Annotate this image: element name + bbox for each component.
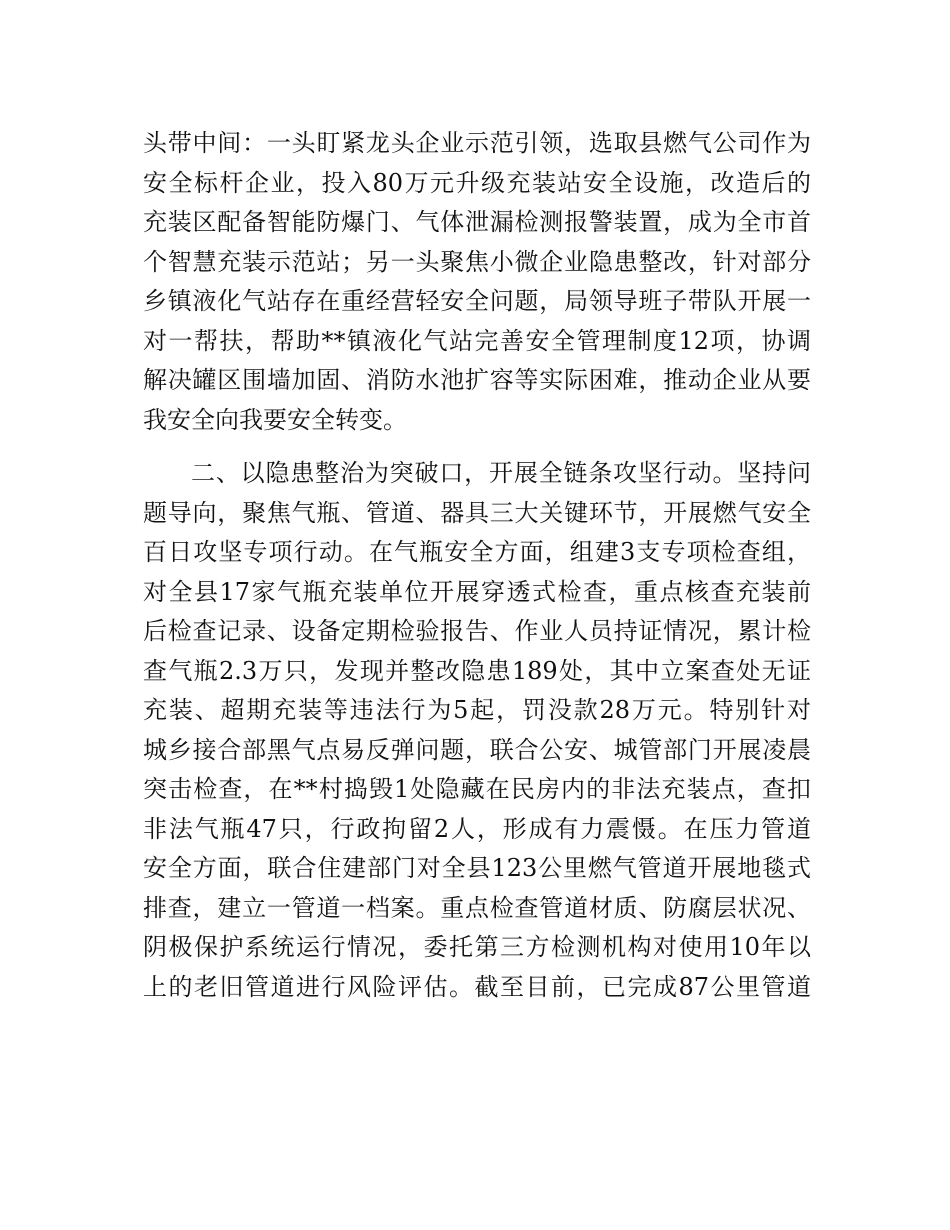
- paragraph-1-line: 我安全向我要安全转变。: [143, 405, 407, 434]
- paragraph-2-line: 二、以隐患整治为突破口，开展全链条攻坚行动。坚持问: [191, 459, 811, 487]
- paragraph-2-line: 对全县17家气瓶充装单位开展穿透式检查，重点核查充装前: [143, 577, 811, 606]
- paragraph-2: [143, 454, 811, 1007]
- paragraph-2-line: 非法气瓶47只，行政拘留2人，形成有力震慑。在压力管道: [143, 814, 811, 843]
- paragraph-2-line: 城乡接合部黑气点易反弹问题，联合公安、城管部门开展凌晨: [143, 735, 811, 764]
- paragraph-2-line: 题导向，聚焦气瓶、管道、器具三大关键环节，开展燃气安全: [143, 498, 811, 527]
- paragraph-2-line: 百日攻坚专项行动。在气瓶安全方面，组建3支专项检查组，: [143, 538, 811, 566]
- paragraph-1-line: 个智慧充装示范站；另一头聚焦小微企业隐患整改，针对部分: [143, 247, 811, 276]
- paragraph-1: [143, 124, 811, 440]
- paragraph-2-line: 突击检查，在**村捣毁1处隐藏在民房内的非法充装点，查扣: [143, 775, 811, 803]
- paragraph-1-line: 充装区配备智能防爆门、气体泄漏检测报警装置，成为全市首: [143, 208, 811, 236]
- paragraph-2-line: 后检查记录、设备定期检验报告、作业人员持证情况，累计检: [143, 617, 811, 645]
- paragraph-1-line: 头带中间：一头盯紧龙头企业示范引领，选取县燃气公司作为: [143, 129, 811, 157]
- paragraph-2-line: 上的老旧管道进行风险评估。截至目前，已完成87公里管道: [143, 972, 811, 1001]
- paragraph-2-line: 充装、超期充装等违法行为5起，罚没款28万元。特别针对: [143, 696, 811, 724]
- paragraph-spacer: [143, 440, 811, 454]
- paragraph-1-line: 安全标杆企业，投入80万元升级充装站安全设施，改造后的: [143, 168, 811, 197]
- document-body: [143, 124, 811, 1007]
- paragraph-2-line: 安全方面，联合住建部门对全县123公里燃气管道开展地毯式: [143, 854, 811, 882]
- paragraph-1-line: 乡镇液化气站存在重经营轻安全问题，局领导班子带队开展一: [143, 287, 811, 315]
- paragraph-1-line: 解决罐区围墙加固、消防水池扩容等实际困难，推动企业从要: [143, 366, 811, 394]
- paragraph-2-line: 排查，建立一管道一档案。重点检查管道材质、防腐层状况、: [143, 893, 811, 922]
- paragraph-1-line: 对一帮扶，帮助**镇液化气站完善安全管理制度12项，协调: [143, 326, 811, 355]
- paragraph-2-line: 查气瓶2.3万只，发现并整改隐患189处，其中立案查处无证: [143, 656, 811, 685]
- paragraph-2-line: 阴极保护系统运行情况，委托第三方检测机构对使用10年以: [143, 933, 811, 961]
